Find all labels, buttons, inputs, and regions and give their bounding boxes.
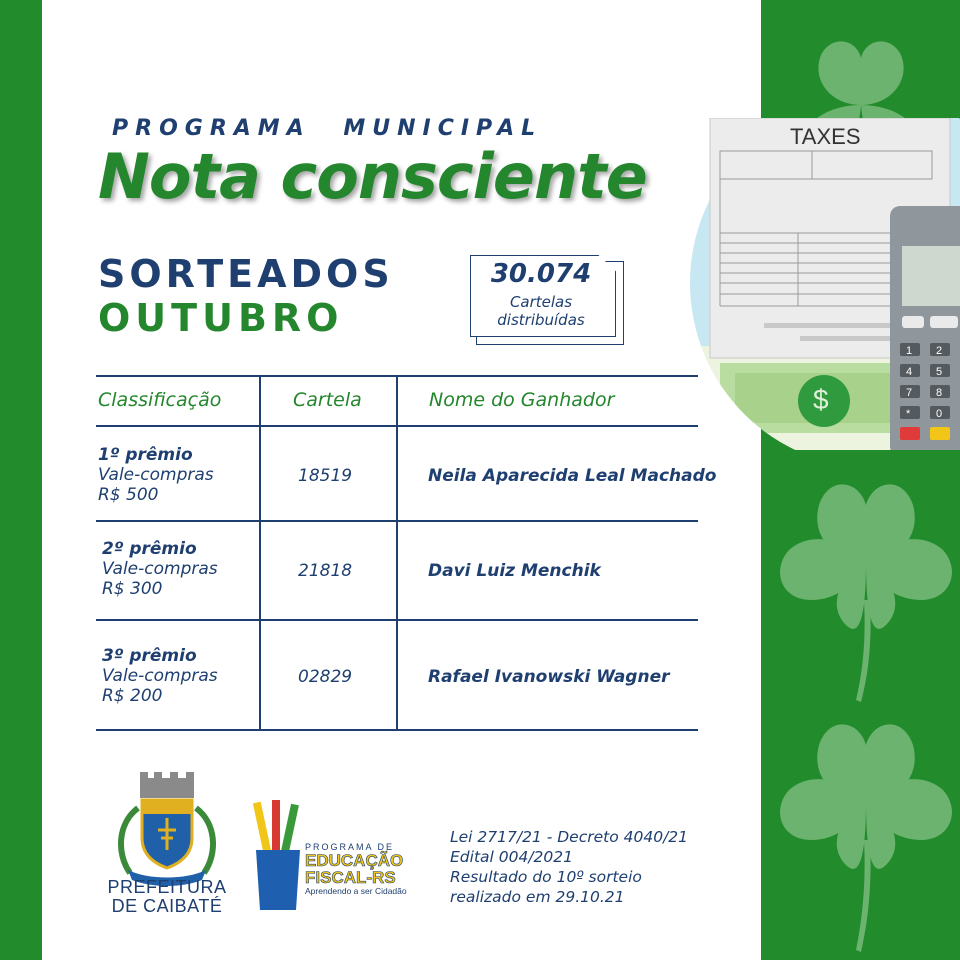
fiscal-logo-text bbox=[305, 842, 425, 896]
caibate-line2: DE CAIBATÉ bbox=[111, 896, 223, 916]
legal-notes bbox=[450, 827, 688, 907]
prize-amount: R$ 500 bbox=[98, 485, 159, 505]
prize-type: Vale-compras bbox=[102, 666, 218, 686]
cards-distributed-badge bbox=[470, 255, 620, 341]
prize-cell bbox=[98, 445, 214, 505]
dollar-bill-icon: $ bbox=[813, 384, 829, 415]
prize-type: Vale-compras bbox=[102, 559, 218, 579]
prize-cell bbox=[102, 646, 218, 706]
fiscal-line3: FISCAL-RS bbox=[305, 868, 396, 887]
column-header-cartela: Cartela bbox=[293, 389, 362, 411]
column-header-ganhador: Nome do Ganhador bbox=[429, 389, 615, 411]
prize-cell bbox=[102, 539, 218, 599]
table-column-divider bbox=[396, 375, 398, 731]
key-7: 7 bbox=[906, 387, 913, 399]
cartela-number: 02829 bbox=[298, 667, 353, 687]
prize-amount: R$ 200 bbox=[102, 686, 163, 706]
prize-rank: 1º prêmio bbox=[98, 445, 193, 465]
cards-label bbox=[470, 293, 612, 329]
taxes-illustration bbox=[690, 118, 960, 450]
column-header-classificacao: Classificação bbox=[98, 389, 222, 411]
caibate-line1: PREFEITURA bbox=[107, 877, 227, 897]
page-title: Nota consciente bbox=[98, 140, 647, 213]
cards-label-line2: distribuídas bbox=[497, 311, 585, 329]
key-star: * bbox=[906, 408, 911, 420]
cartela-number: 21818 bbox=[298, 561, 353, 581]
key-0: 0 bbox=[936, 408, 943, 420]
key-4: 4 bbox=[906, 366, 913, 378]
winner-name: Davi Luiz Menchik bbox=[428, 561, 601, 581]
prize-rank: 2º prêmio bbox=[102, 539, 197, 559]
fiscal-line1: PROGRAMA DE bbox=[305, 842, 395, 852]
prize-type: Vale-compras bbox=[98, 465, 214, 485]
cartela-number: 18519 bbox=[298, 466, 353, 486]
winner-name: Rafael Ivanowski Wagner bbox=[428, 667, 670, 687]
key-2: 2 bbox=[936, 345, 943, 357]
left-green-stripe bbox=[0, 0, 42, 960]
clover-icon bbox=[771, 460, 960, 710]
fiscal-tagline: Aprendendo a ser Cidadão bbox=[305, 886, 407, 896]
key-1: 1 bbox=[906, 345, 913, 357]
key-8: 8 bbox=[936, 387, 943, 399]
clover-icon bbox=[771, 700, 960, 960]
cards-count: 30.074 bbox=[490, 259, 592, 289]
prize-amount: R$ 300 bbox=[102, 579, 163, 599]
legal-line1: Lei 2717/21 - Decreto 4040/21 bbox=[450, 828, 689, 846]
program-label: PROGRAMA MUNICIPAL bbox=[112, 116, 543, 141]
key-5: 5 bbox=[936, 366, 943, 378]
legal-line2: Edital 004/2021 bbox=[450, 848, 574, 866]
legal-line4: realizado em 29.10.21 bbox=[450, 888, 625, 906]
winner-name: Neila Aparecida Leal Machado bbox=[428, 466, 717, 486]
cards-label-line1: Cartelas bbox=[509, 293, 573, 311]
prize-rank: 3º prêmio bbox=[102, 646, 197, 666]
legal-line3: Resultado do 10º sorteio bbox=[450, 868, 642, 886]
caibate-logo-text bbox=[100, 878, 234, 916]
headline-sorteados: SORTEADOS bbox=[98, 252, 394, 296]
headline-month: OUTUBRO bbox=[98, 296, 344, 340]
winners-table bbox=[96, 375, 717, 731]
receipt-title: TAXES bbox=[790, 124, 861, 149]
fiscal-line2: EDUCAÇÃO bbox=[305, 851, 404, 870]
table-column-divider bbox=[259, 375, 261, 731]
